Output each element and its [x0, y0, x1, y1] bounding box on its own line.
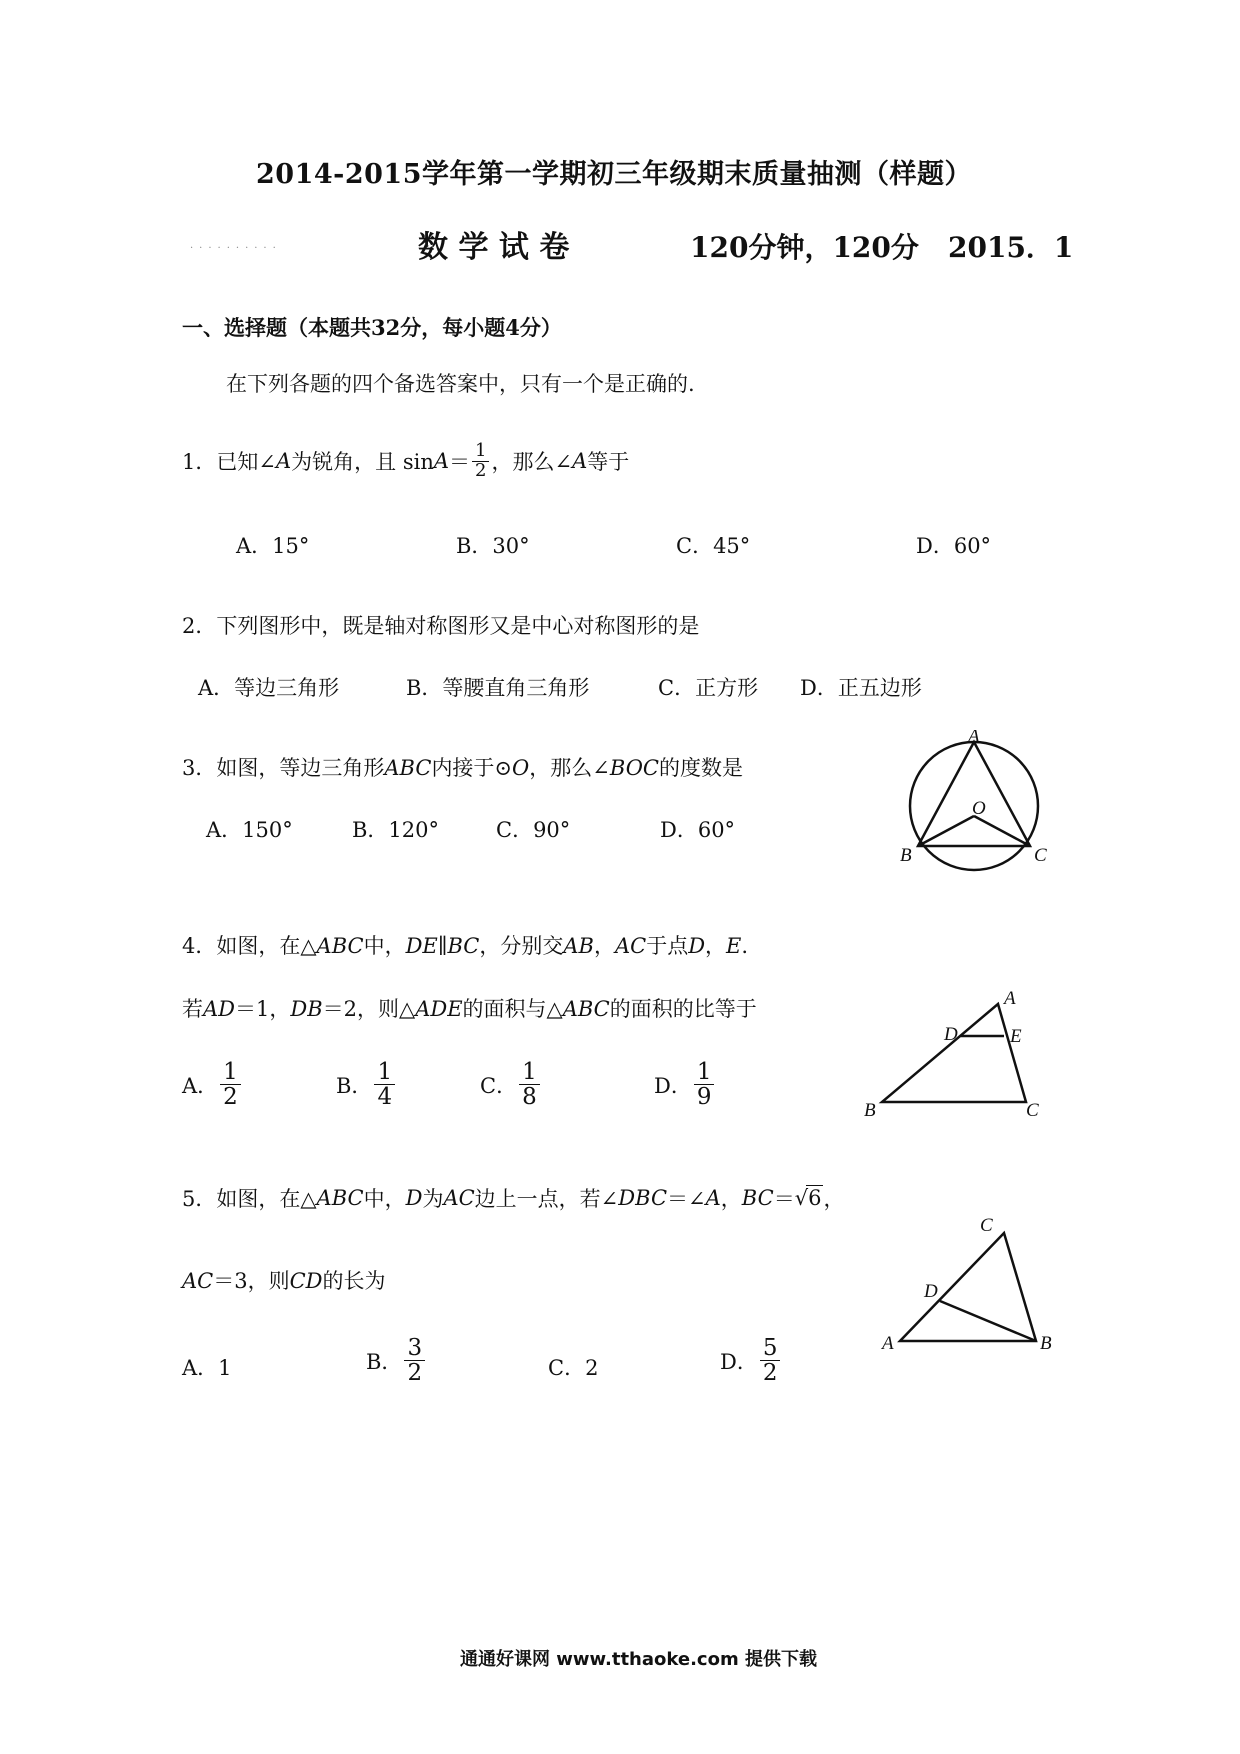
- q1-frac-den: 2: [475, 459, 487, 481]
- q3-text-post: ，那么∠: [529, 756, 610, 780]
- q3-label-c: C: [1034, 845, 1047, 866]
- q2-option-d: D．正五边形: [800, 676, 922, 700]
- q4-v-d: D: [688, 934, 706, 958]
- duration-score: 120分钟，120分: [690, 231, 919, 264]
- q5-t1: 如图，在△: [216, 1187, 317, 1211]
- q5-v-d: D: [405, 1186, 423, 1210]
- q5-t3: 为: [422, 1187, 444, 1211]
- q3-circle: O: [512, 756, 530, 780]
- q5-t5: ＝∠: [667, 1187, 706, 1211]
- q4-l2-v-ade: ADE: [415, 997, 463, 1021]
- q5-option-d-num: 5: [760, 1336, 781, 1361]
- q4-option-d-num: 1: [694, 1060, 715, 1085]
- q4-v-abc: ABC: [316, 934, 364, 958]
- q1-option-c: C．45°: [676, 534, 751, 558]
- q4-option-a-num: 1: [220, 1060, 241, 1085]
- q5-segment-db: [940, 1301, 1036, 1341]
- q3-option-a: A．150°: [206, 818, 293, 842]
- q4-label-d: D: [944, 1024, 958, 1045]
- q4-v-ac: AC: [614, 934, 647, 958]
- q5-figure: [870, 1215, 1070, 1365]
- q4-option-d-label: D．: [654, 1073, 692, 1098]
- q5-option-d: [720, 1336, 782, 1385]
- q5-v-a: A: [705, 1186, 721, 1210]
- q4-option-c: [480, 1060, 542, 1109]
- q4-option-b-fraction: [374, 1060, 395, 1109]
- q5-option-d-den: 2: [762, 1360, 778, 1387]
- q5-t7: ＝: [773, 1187, 795, 1211]
- q1-text-mid: 为锐角，且 sin: [291, 450, 434, 475]
- question-2: 2．下列图形中，既是轴对称图形又是中心对称图形的是: [182, 614, 700, 638]
- question-5-line-2: [182, 1265, 386, 1295]
- q4-t2: 中，: [363, 934, 406, 958]
- q5-v-ac: AC: [443, 1186, 475, 1210]
- q4-option-b: [336, 1060, 397, 1109]
- q4-l2-v-abc: ABC: [562, 997, 610, 1021]
- q4-option-a: [182, 1060, 243, 1109]
- q4-label-c: C: [1026, 1100, 1039, 1121]
- q5-label-a: A: [882, 1333, 894, 1354]
- q4-number: 4．: [182, 934, 217, 958]
- q5-t6: ，: [720, 1187, 742, 1211]
- q5-l2-t1: ＝3，则: [213, 1269, 290, 1293]
- section-heading: 一、选择题（本题共32分，每小题4分）: [182, 315, 562, 340]
- q3-number: 3．: [182, 756, 217, 780]
- q3-label-o: O: [972, 798, 986, 819]
- q5-option-b: [366, 1336, 427, 1385]
- q4-option-a-fraction: [220, 1060, 241, 1109]
- q4-label-a: A: [1004, 990, 1016, 1009]
- q5-v-bc: BC: [741, 1186, 774, 1210]
- q1-var-a2: A: [433, 449, 450, 474]
- q4-l2-t5: 的面积的比等于: [609, 997, 757, 1021]
- q3-angle: BOC: [609, 756, 659, 780]
- q5-l2-t2: 的长为: [322, 1269, 386, 1293]
- q5-l2-v-ac: AC: [182, 1269, 214, 1293]
- q5-option-d-fraction: [760, 1336, 781, 1385]
- q1-var-a3: A: [572, 449, 588, 474]
- q4-l2-t3: ＝2，则△: [322, 997, 416, 1021]
- q3-option-b: B．120°: [352, 818, 440, 842]
- q5-sqrt: [795, 1186, 824, 1210]
- q1-option-a: A．15°: [236, 534, 310, 558]
- q4-l2-v-db: DB: [290, 997, 323, 1021]
- q4-option-b-label: B．: [336, 1073, 373, 1098]
- q4-option-c-num: 1: [519, 1060, 540, 1085]
- question-5-line-1: [182, 1183, 844, 1213]
- q1-fraction: [472, 442, 489, 481]
- subject-title: 数 学 试 卷: [418, 230, 570, 265]
- q5-label-b: B: [1040, 1333, 1052, 1354]
- q4-triangle-shape: [882, 1004, 1026, 1102]
- q5-v-dbc: DBC: [618, 1186, 668, 1210]
- q2-option-c: C．正方形: [658, 676, 759, 700]
- q3-text-mid: 内接于⊙: [431, 756, 513, 780]
- footer-credit: 通通好课网 www.tthaoke.com 提供下载: [460, 1649, 817, 1670]
- q4-v-de: DE: [405, 934, 438, 958]
- q4-t1: 如图，在△: [216, 934, 317, 958]
- decorative-dots: ..........: [190, 240, 282, 251]
- q5-option-b-fraction: [404, 1336, 425, 1385]
- q1-option-b: B．30°: [456, 534, 530, 558]
- q1-text-end: 等于: [587, 450, 630, 475]
- q3-label-a: A: [968, 730, 980, 747]
- q5-sqrt-sign: √: [794, 1186, 809, 1210]
- q4-t3: ，分别交: [479, 934, 564, 958]
- q3-option-d: D．60°: [660, 818, 736, 842]
- q4-v-ab: AB: [563, 934, 594, 958]
- q5-v-abc: ABC: [316, 1186, 364, 1210]
- q4-option-c-den: 8: [522, 1084, 537, 1111]
- q4-parallel: ∥: [437, 934, 448, 958]
- q4-l2-t1: 若: [182, 997, 203, 1021]
- q1-text-post: ，那么∠: [491, 450, 573, 475]
- q4-l2-v-ad: AD: [203, 997, 236, 1021]
- q3-option-c: C．90°: [496, 818, 571, 842]
- q1-text-pre: 已知∠: [216, 450, 276, 475]
- page-title: 2014-2015学年第一学期初三年级期末质量抽测（样题）: [256, 159, 972, 190]
- q1-number: 1．: [182, 450, 217, 475]
- q5-option-b-label: B．: [366, 1349, 403, 1374]
- question-4-line-1: [182, 930, 748, 960]
- section-instruction: 在下列各题的四个备选答案中，只有一个是正确的.: [226, 372, 695, 396]
- q5-sqrt-radicand: 6: [808, 1186, 822, 1210]
- q3-text-pre: 如图，等边三角形: [216, 756, 385, 780]
- q4-t5: 于点: [646, 934, 689, 958]
- q5-option-c: C．2: [548, 1356, 599, 1380]
- q4-option-a-label: A．: [182, 1073, 219, 1098]
- exam-date: 2015．1: [948, 231, 1074, 264]
- q4-v-bc: BC: [447, 934, 480, 958]
- q4-l2-t4: 的面积与△: [462, 997, 563, 1021]
- q5-t2: 中，: [363, 1187, 406, 1211]
- q4-option-d-den: 9: [696, 1084, 712, 1111]
- q4-option-b-num: 1: [374, 1060, 395, 1085]
- q1-frac-num: 1: [472, 442, 489, 462]
- q1-option-d: D．60°: [916, 534, 992, 558]
- question-1: [182, 442, 629, 481]
- q1-eq: ＝: [449, 450, 471, 475]
- q4-label-b: B: [864, 1100, 876, 1121]
- q4-option-d-fraction: [694, 1060, 715, 1109]
- q4-l2-t2: ＝1，: [235, 997, 291, 1021]
- q5-t8: ，: [823, 1187, 845, 1211]
- question-4-line-2: [182, 993, 757, 1023]
- q5-option-b-num: 3: [404, 1336, 425, 1361]
- q4-t4: ，: [593, 934, 615, 958]
- q5-option-b-den: 2: [407, 1360, 423, 1387]
- q4-t6: ，: [705, 934, 727, 958]
- q2-option-b: B．等腰直角三角形: [406, 676, 590, 700]
- q4-option-c-label: C．: [480, 1073, 518, 1098]
- q3-text-end: 的度数是: [658, 756, 743, 780]
- question-3: [182, 752, 743, 782]
- q5-option-a: A．1: [182, 1356, 232, 1380]
- q4-figure: [860, 990, 1060, 1130]
- q5-triangle-shape: [900, 1233, 1036, 1341]
- q3-figure: [890, 730, 1070, 890]
- q4-t7: .: [741, 934, 749, 958]
- q4-v-e: E: [726, 934, 742, 958]
- q2-option-a: A．等边三角形: [198, 676, 340, 700]
- q3-triangle: ABC: [384, 756, 432, 780]
- q4-label-e: E: [1010, 1026, 1022, 1047]
- q5-option-d-label: D．: [720, 1349, 758, 1374]
- q4-option-a-den: 2: [223, 1084, 238, 1111]
- q4-option-d: [654, 1060, 716, 1109]
- q4-option-c-fraction: [519, 1060, 540, 1109]
- q3-label-b: B: [900, 845, 912, 866]
- q3-triangle-shape: [918, 742, 1030, 846]
- q5-l2-v-cd: CD: [289, 1269, 323, 1293]
- q5-label-c: C: [980, 1215, 993, 1236]
- q1-var-a: A: [275, 449, 292, 474]
- q5-label-d: D: [924, 1281, 938, 1302]
- q4-option-b-den: 4: [377, 1084, 393, 1111]
- q5-t4: 边上一点，若∠: [474, 1187, 619, 1211]
- q5-number: 5．: [182, 1187, 217, 1211]
